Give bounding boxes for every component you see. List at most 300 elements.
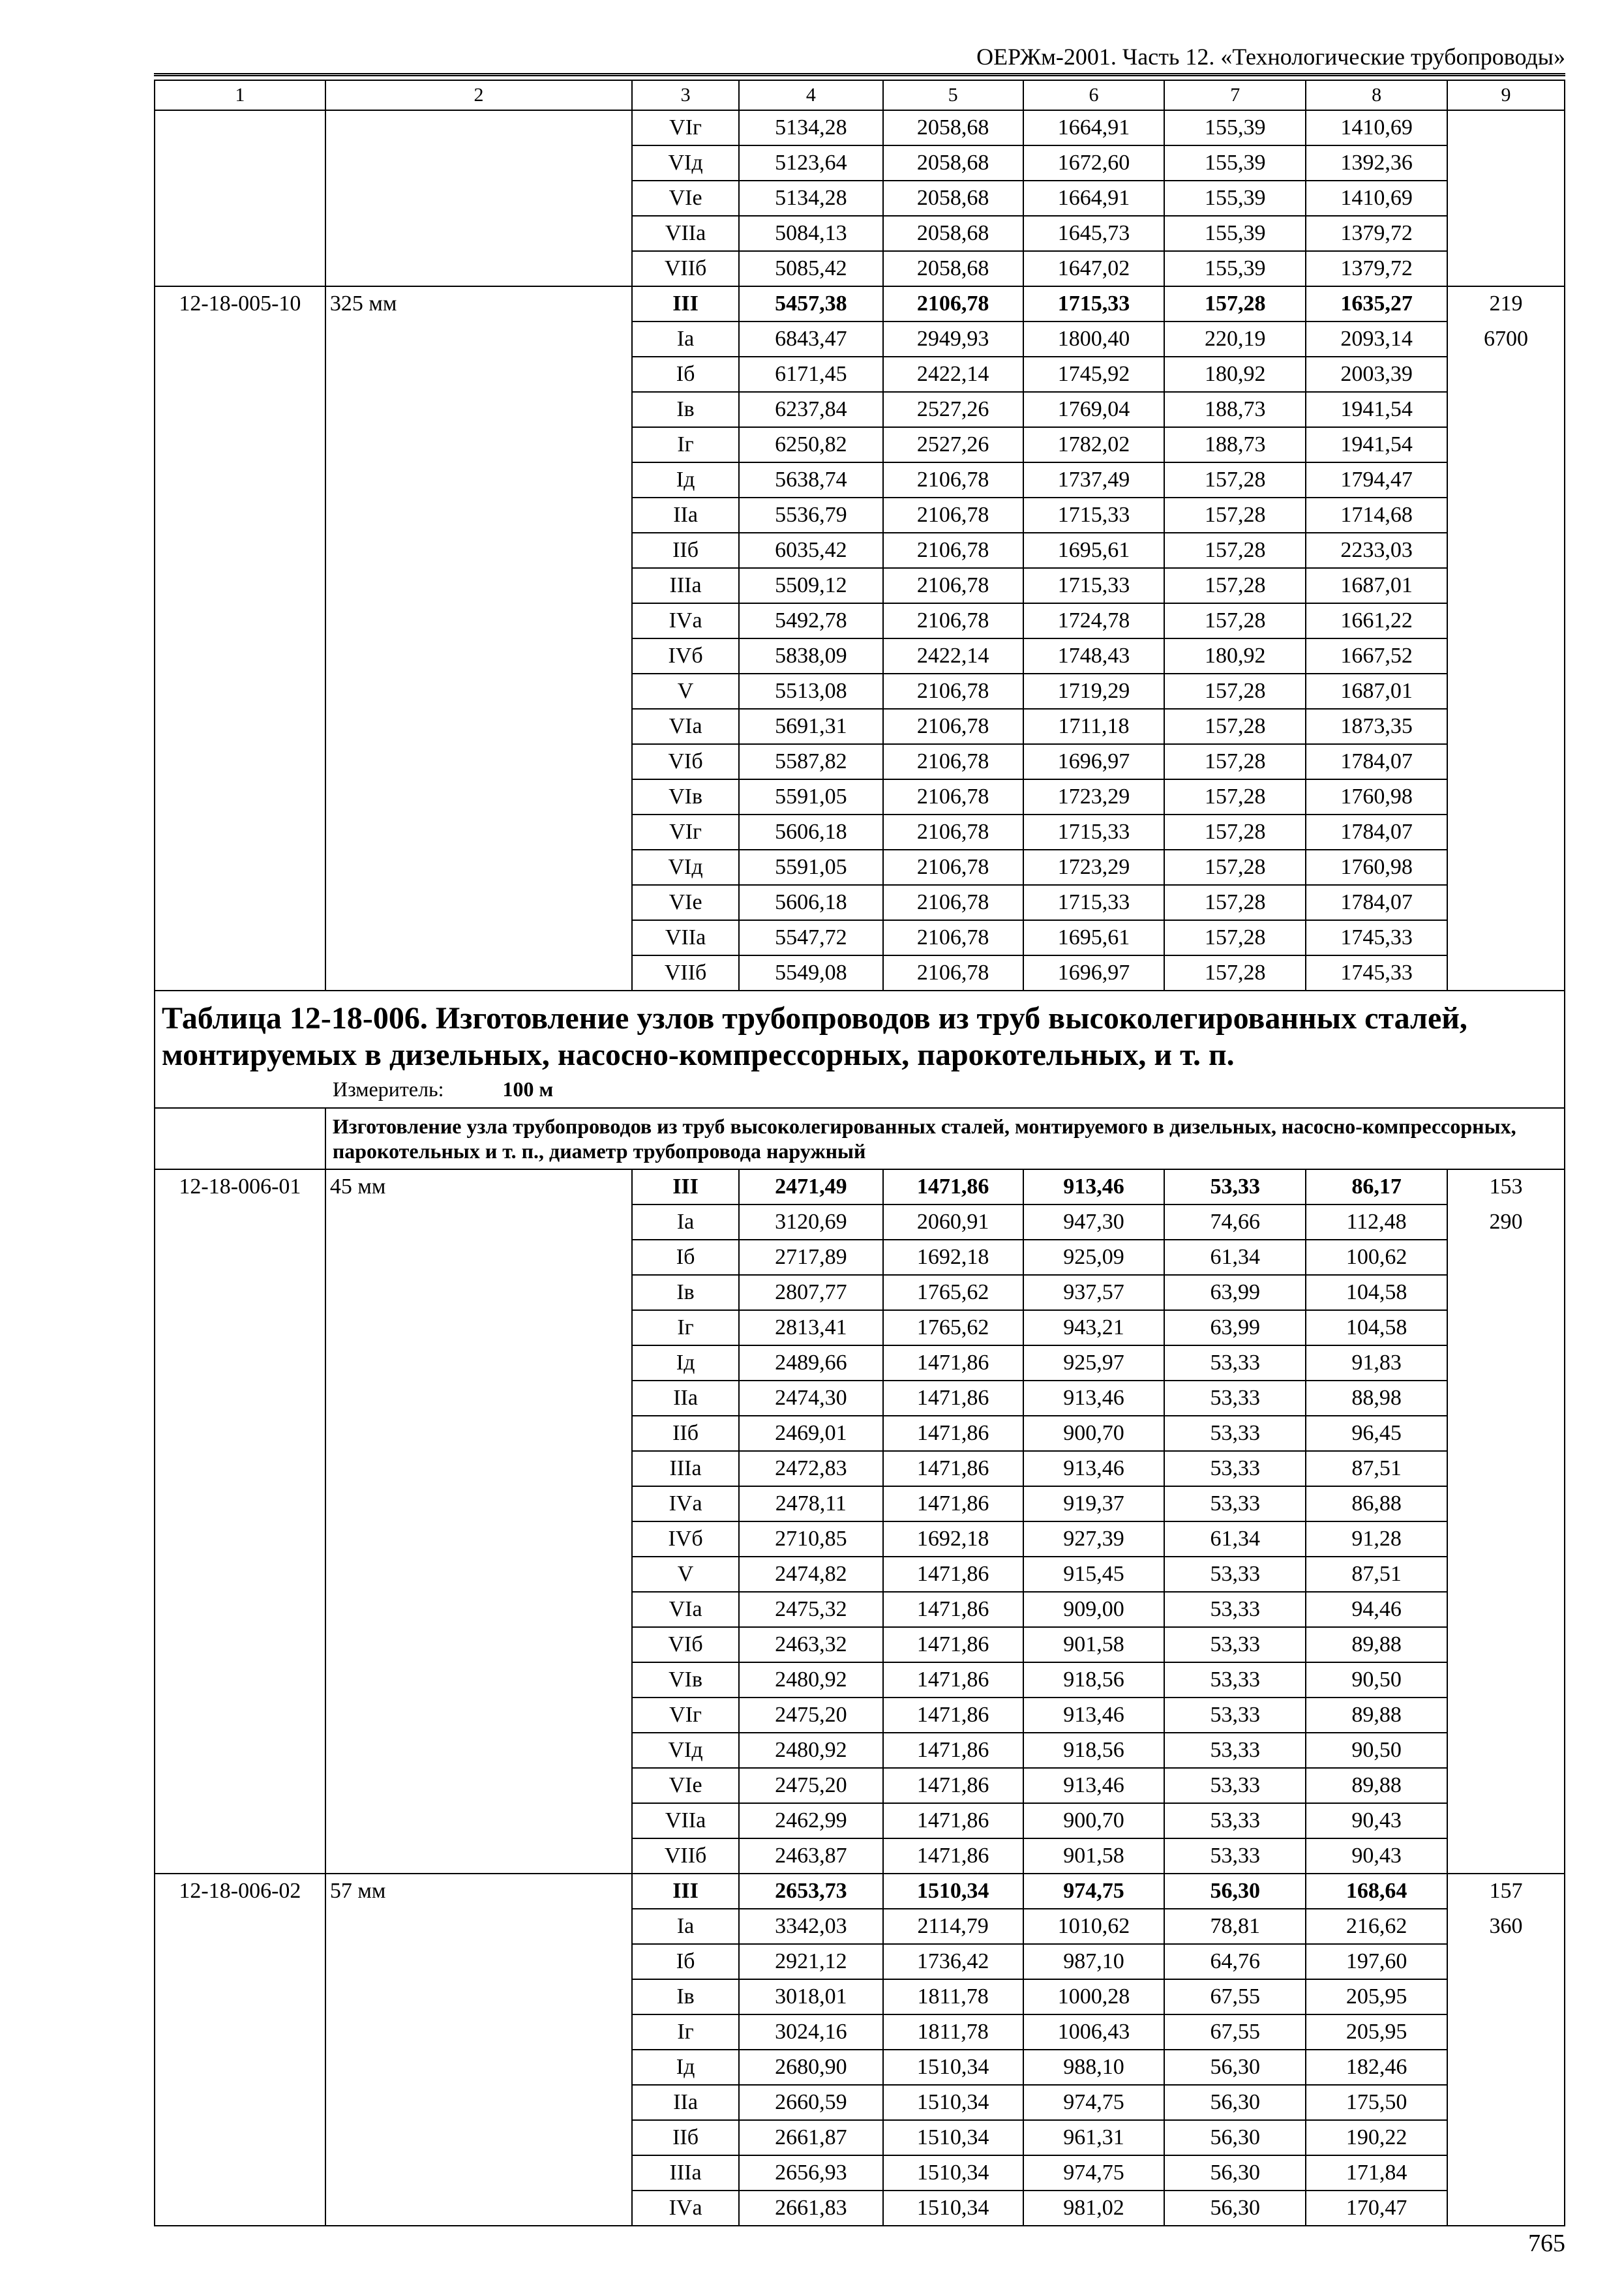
value-cell: 974,75 (1023, 2155, 1165, 2191)
value-cell: 1715,33 (1023, 498, 1165, 533)
zone-cell: IIа (632, 498, 739, 533)
table-row (155, 744, 1565, 779)
value-cell: 3342,03 (739, 1909, 883, 1944)
zone-cell: VIе (632, 885, 739, 920)
value-cell: 61,34 (1164, 1521, 1306, 1557)
weight-cell (1447, 603, 1565, 638)
value-cell: 2058,68 (883, 251, 1023, 286)
value-cell: 5549,08 (739, 955, 883, 991)
value-cell: 155,39 (1164, 251, 1306, 286)
value-cell: 2471,49 (739, 1169, 883, 1204)
value-cell: 1745,33 (1306, 955, 1447, 991)
weight-cell (1447, 181, 1565, 216)
table-row (155, 1275, 1565, 1310)
code-cell (155, 357, 325, 392)
value-cell: 2656,93 (739, 2155, 883, 2191)
table-row (155, 251, 1565, 286)
value-cell: 64,76 (1164, 1944, 1306, 1979)
value-cell: 1715,33 (1023, 286, 1165, 322)
value-cell: 1745,33 (1306, 920, 1447, 955)
code-cell (155, 568, 325, 603)
table-row (155, 392, 1565, 427)
zone-cell: VIIа (632, 216, 739, 251)
value-cell: 3024,16 (739, 2014, 883, 2050)
diameter-cell (325, 2085, 632, 2120)
diameter-cell (325, 1733, 632, 1768)
diameter-cell (325, 427, 632, 462)
value-cell: 87,51 (1306, 1451, 1447, 1486)
diameter-cell (325, 2155, 632, 2191)
value-cell: 5457,38 (739, 286, 883, 322)
weight-cell (1447, 1698, 1565, 1733)
value-cell: 1711,18 (1023, 709, 1165, 744)
table-row (155, 709, 1565, 744)
diameter-cell (325, 1204, 632, 1240)
zone-cell: VIе (632, 181, 739, 216)
code-cell (155, 498, 325, 533)
value-cell: 1647,02 (1023, 251, 1165, 286)
value-cell: 1510,34 (883, 2085, 1023, 2120)
value-cell: 1687,01 (1306, 674, 1447, 709)
table-row (155, 1874, 1565, 1909)
value-cell: 56,30 (1164, 2050, 1306, 2085)
value-cell: 925,09 (1023, 1240, 1165, 1275)
zone-cell: IIб (632, 533, 739, 568)
value-cell: 1941,54 (1306, 427, 1447, 462)
zone-cell: VIIб (632, 1838, 739, 1874)
table-title: Таблица 12-18-006. Изготовление узлов трубопроводов из труб высоколегированных сталей, монтируемых в дизельных, насосно-компрессорных, парокотельных, и т. п. (162, 1001, 1467, 1072)
table-row (155, 1627, 1565, 1662)
weight-cell (1447, 1451, 1565, 1486)
value-cell: 1471,86 (883, 1381, 1023, 1416)
column-number: 6 (1023, 80, 1165, 110)
value-cell: 157,28 (1164, 885, 1306, 920)
code-cell (155, 427, 325, 462)
weight-cell (1447, 462, 1565, 498)
weight-cell: 290 (1447, 1204, 1565, 1240)
value-cell: 182,46 (1306, 2050, 1447, 2085)
value-cell: 157,28 (1164, 603, 1306, 638)
diameter-cell: 325 мм (325, 286, 632, 322)
value-cell: 2106,78 (883, 533, 1023, 568)
code-cell (155, 638, 325, 674)
value-cell: 157,28 (1164, 815, 1306, 850)
value-cell: 100,62 (1306, 1240, 1447, 1275)
value-cell: 2527,26 (883, 392, 1023, 427)
value-cell: 1471,86 (883, 1627, 1023, 1662)
diameter-cell (325, 1909, 632, 1944)
value-cell: 913,46 (1023, 1451, 1165, 1486)
code-cell (155, 1979, 325, 2014)
value-cell: 2527,26 (883, 427, 1023, 462)
code-cell (155, 815, 325, 850)
code-cell (155, 1592, 325, 1627)
column-number: 1 (155, 80, 325, 110)
value-cell: 1392,36 (1306, 145, 1447, 181)
zone-cell: Iг (632, 2014, 739, 2050)
code-cell (155, 1662, 325, 1698)
value-cell: 961,31 (1023, 2120, 1165, 2155)
code-cell (155, 1944, 325, 1979)
table-row (155, 286, 1565, 322)
weight-cell (1447, 1240, 1565, 1275)
value-cell: 1667,52 (1306, 638, 1447, 674)
value-cell: 913,46 (1023, 1381, 1165, 1416)
code-cell (155, 1381, 325, 1416)
value-cell: 2475,20 (739, 1698, 883, 1733)
zone-cell: V (632, 674, 739, 709)
code-cell (155, 1803, 325, 1838)
value-cell: 1724,78 (1023, 603, 1165, 638)
value-cell: 5591,05 (739, 850, 883, 885)
value-cell: 1645,73 (1023, 216, 1165, 251)
table-row (155, 1345, 1565, 1381)
value-cell: 5691,31 (739, 709, 883, 744)
value-cell: 2106,78 (883, 462, 1023, 498)
value-cell: 5536,79 (739, 498, 883, 533)
value-cell: 2106,78 (883, 709, 1023, 744)
value-cell: 188,73 (1164, 427, 1306, 462)
weight-cell: 360 (1447, 1909, 1565, 1944)
code-cell (155, 145, 325, 181)
value-cell: 1715,33 (1023, 815, 1165, 850)
measure-label: Измеритель: (333, 1077, 444, 1101)
table-row (155, 216, 1565, 251)
value-cell: 1737,49 (1023, 462, 1165, 498)
table-row (155, 1416, 1565, 1451)
value-cell: 1719,29 (1023, 674, 1165, 709)
code-cell (155, 1240, 325, 1275)
table-row (155, 2120, 1565, 2155)
table-row (155, 1486, 1565, 1521)
zone-cell: IVб (632, 1521, 739, 1557)
value-cell: 1800,40 (1023, 322, 1165, 357)
table-row (155, 1204, 1565, 1240)
value-cell: 947,30 (1023, 1204, 1165, 1240)
weight-cell (1447, 920, 1565, 955)
diameter-cell (325, 216, 632, 251)
diameter-cell (325, 885, 632, 920)
value-cell: 5606,18 (739, 815, 883, 850)
value-cell: 2106,78 (883, 603, 1023, 638)
value-cell: 2233,03 (1306, 533, 1447, 568)
value-cell: 1687,01 (1306, 568, 1447, 603)
column-number: 5 (883, 80, 1023, 110)
weight-cell (1447, 1310, 1565, 1345)
weight-cell (1447, 815, 1565, 850)
zone-cell: Iд (632, 2050, 739, 2085)
weight-cell (1447, 427, 1565, 462)
diameter-cell (325, 1486, 632, 1521)
value-cell: 1715,33 (1023, 885, 1165, 920)
value-cell: 2474,30 (739, 1381, 883, 1416)
code-cell (155, 1838, 325, 1874)
table-title-cell (155, 991, 1565, 1108)
value-cell: 1811,78 (883, 2014, 1023, 2050)
value-cell: 78,81 (1164, 1909, 1306, 1944)
weight-cell (1447, 533, 1565, 568)
diameter-cell (325, 1592, 632, 1627)
code-cell (155, 181, 325, 216)
zone-cell: V (632, 1557, 739, 1592)
weight-cell (1447, 1275, 1565, 1310)
weight-cell (1447, 1979, 1565, 2014)
zone-cell: VIIа (632, 920, 739, 955)
value-cell: 1664,91 (1023, 181, 1165, 216)
column-number: 3 (632, 80, 739, 110)
table-row (155, 181, 1565, 216)
value-cell: 5509,12 (739, 568, 883, 603)
price-table (154, 80, 1565, 2226)
value-cell: 91,83 (1306, 1345, 1447, 1381)
column-number: 8 (1306, 80, 1447, 110)
zone-cell: IVа (632, 2191, 739, 2226)
diameter-cell: 57 мм (325, 1874, 632, 1909)
code-cell (155, 1557, 325, 1592)
value-cell: 67,55 (1164, 1979, 1306, 2014)
code-cell (155, 1627, 325, 1662)
value-cell: 89,88 (1306, 1627, 1447, 1662)
diameter-cell (325, 1521, 632, 1557)
code-cell (155, 462, 325, 498)
value-cell: 1664,91 (1023, 110, 1165, 145)
value-cell: 190,22 (1306, 2120, 1447, 2155)
value-cell: 157,28 (1164, 744, 1306, 779)
value-cell: 1672,60 (1023, 145, 1165, 181)
code-cell (155, 2191, 325, 2226)
diameter-cell (325, 638, 632, 674)
value-cell: 1471,86 (883, 1838, 1023, 1874)
weight-cell (1447, 674, 1565, 709)
value-cell: 3018,01 (739, 1979, 883, 2014)
code-cell (155, 603, 325, 638)
value-cell: 53,33 (1164, 1451, 1306, 1486)
table-row (155, 2155, 1565, 2191)
code-cell (155, 1521, 325, 1557)
value-cell: 2462,99 (739, 1803, 883, 1838)
value-cell: 1782,02 (1023, 427, 1165, 462)
value-cell: 909,00 (1023, 1592, 1165, 1627)
weight-cell (1447, 498, 1565, 533)
value-cell: 1471,86 (883, 1803, 1023, 1838)
diameter-cell (325, 2050, 632, 2085)
weight-cell (1447, 1838, 1565, 1874)
value-cell: 155,39 (1164, 145, 1306, 181)
table-row (155, 920, 1565, 955)
value-cell: 2106,78 (883, 568, 1023, 603)
zone-cell: VIд (632, 145, 739, 181)
code-cell (155, 1275, 325, 1310)
diameter-cell (325, 110, 632, 145)
value-cell: 2480,92 (739, 1733, 883, 1768)
table-row (155, 322, 1565, 357)
value-cell: 1471,86 (883, 1451, 1023, 1486)
value-cell: 1006,43 (1023, 2014, 1165, 2050)
weight-cell (1447, 709, 1565, 744)
zone-cell: Iв (632, 392, 739, 427)
value-cell: 2469,01 (739, 1416, 883, 1451)
value-cell: 1379,72 (1306, 216, 1447, 251)
value-cell: 205,95 (1306, 1979, 1447, 2014)
table-row (155, 462, 1565, 498)
value-cell: 1714,68 (1306, 498, 1447, 533)
value-cell: 63,99 (1164, 1275, 1306, 1310)
table-row (155, 674, 1565, 709)
zone-cell: VIг (632, 815, 739, 850)
zone-cell: VIг (632, 1698, 739, 1733)
diameter-cell (325, 1698, 632, 1733)
column-number: 9 (1447, 80, 1565, 110)
value-cell: 2478,11 (739, 1486, 883, 1521)
code-cell (155, 1451, 325, 1486)
code-cell (155, 1733, 325, 1768)
value-cell: 1471,86 (883, 1557, 1023, 1592)
value-cell: 2106,78 (883, 920, 1023, 955)
value-cell: 53,33 (1164, 1698, 1306, 1733)
value-cell: 1941,54 (1306, 392, 1447, 427)
value-cell: 155,39 (1164, 216, 1306, 251)
weight-cell: 219 (1447, 286, 1565, 322)
diameter-cell (325, 815, 632, 850)
value-cell: 87,51 (1306, 1557, 1447, 1592)
weight-cell (1447, 110, 1565, 145)
value-cell: 1794,47 (1306, 462, 1447, 498)
weight-cell (1447, 1803, 1565, 1838)
weight-cell (1447, 2014, 1565, 2050)
diameter-cell (325, 181, 632, 216)
value-cell: 913,46 (1023, 1169, 1165, 1204)
zone-cell: III (632, 1874, 739, 1909)
diameter-cell (325, 357, 632, 392)
weight-cell (1447, 744, 1565, 779)
value-cell: 94,46 (1306, 1592, 1447, 1627)
zone-cell: IIб (632, 1416, 739, 1451)
weight-cell (1447, 216, 1565, 251)
column-number: 2 (325, 80, 632, 110)
weight-cell (1447, 850, 1565, 885)
table-row (155, 1838, 1565, 1874)
value-cell: 2661,87 (739, 2120, 883, 2155)
weight-cell (1447, 1381, 1565, 1416)
value-cell: 1471,86 (883, 1416, 1023, 1451)
table-row (155, 1381, 1565, 1416)
value-cell: 1471,86 (883, 1486, 1023, 1521)
value-cell: 155,39 (1164, 181, 1306, 216)
zone-cell: IIIа (632, 2155, 739, 2191)
value-cell: 5084,13 (739, 216, 883, 251)
diameter-cell (325, 1310, 632, 1345)
table-row (155, 1698, 1565, 1733)
value-cell: 918,56 (1023, 1662, 1165, 1698)
weight-cell (1447, 1416, 1565, 1451)
value-cell: 157,28 (1164, 674, 1306, 709)
weight-cell (1447, 638, 1565, 674)
value-cell: 2106,78 (883, 779, 1023, 815)
diameter-cell (325, 1803, 632, 1838)
value-cell: 2813,41 (739, 1310, 883, 1345)
weight-cell (1447, 779, 1565, 815)
value-cell: 6171,45 (739, 357, 883, 392)
value-cell: 2106,78 (883, 850, 1023, 885)
table-row (155, 1979, 1565, 2014)
value-cell: 5134,28 (739, 181, 883, 216)
weight-cell (1447, 1557, 1565, 1592)
value-cell: 1811,78 (883, 1979, 1023, 2014)
diameter-cell (325, 498, 632, 533)
weight-cell: 6700 (1447, 322, 1565, 357)
value-cell: 1510,34 (883, 2050, 1023, 2085)
value-cell: 1471,86 (883, 1662, 1023, 1698)
value-cell: 90,50 (1306, 1733, 1447, 1768)
table-row (155, 1521, 1565, 1557)
table-row (155, 1557, 1565, 1592)
value-cell: 943,21 (1023, 1310, 1165, 1345)
zone-cell: IIIа (632, 1451, 739, 1486)
table-row (155, 1944, 1565, 1979)
value-cell: 901,58 (1023, 1838, 1165, 1874)
code-cell (155, 779, 325, 815)
value-cell: 104,58 (1306, 1310, 1447, 1345)
table-row (155, 638, 1565, 674)
value-cell: 180,92 (1164, 638, 1306, 674)
value-cell: 112,48 (1306, 1204, 1447, 1240)
zone-cell: Iа (632, 1909, 739, 1944)
value-cell: 157,28 (1164, 920, 1306, 955)
value-cell: 1695,61 (1023, 920, 1165, 955)
value-cell: 157,28 (1164, 498, 1306, 533)
zone-cell: IIа (632, 2085, 739, 2120)
value-cell: 2058,68 (883, 181, 1023, 216)
diameter-cell (325, 1662, 632, 1698)
value-cell: 86,88 (1306, 1486, 1447, 1521)
value-cell: 974,75 (1023, 2085, 1165, 2120)
value-cell: 1765,62 (883, 1275, 1023, 1310)
code-cell (155, 2050, 325, 2085)
value-cell: 1736,42 (883, 1944, 1023, 1979)
code-cell (155, 744, 325, 779)
measure-line (162, 1073, 1557, 1107)
value-cell: 157,28 (1164, 955, 1306, 991)
zone-cell: III (632, 1169, 739, 1204)
code-cell (155, 850, 325, 885)
value-cell: 171,84 (1306, 2155, 1447, 2191)
table-row (155, 815, 1565, 850)
value-cell: 2003,39 (1306, 357, 1447, 392)
value-cell: 170,47 (1306, 2191, 1447, 2226)
value-cell: 2093,14 (1306, 322, 1447, 357)
value-cell: 1723,29 (1023, 779, 1165, 815)
value-cell: 2106,78 (883, 744, 1023, 779)
value-cell: 2106,78 (883, 286, 1023, 322)
value-cell: 53,33 (1164, 1627, 1306, 1662)
code-cell (155, 920, 325, 955)
zone-cell: IIIа (632, 568, 739, 603)
code-cell (155, 251, 325, 286)
diameter-cell (325, 2120, 632, 2155)
value-cell: 937,57 (1023, 1275, 1165, 1310)
value-cell: 919,37 (1023, 1486, 1165, 1521)
value-cell: 61,34 (1164, 1240, 1306, 1275)
value-cell: 157,28 (1164, 533, 1306, 568)
weight-cell (1447, 2191, 1565, 2226)
value-cell: 5513,08 (739, 674, 883, 709)
table-row (155, 1310, 1565, 1345)
value-cell: 1471,86 (883, 1345, 1023, 1381)
value-cell: 1510,34 (883, 2120, 1023, 2155)
value-cell: 6237,84 (739, 392, 883, 427)
weight-cell (1447, 1627, 1565, 1662)
value-cell: 6035,42 (739, 533, 883, 568)
